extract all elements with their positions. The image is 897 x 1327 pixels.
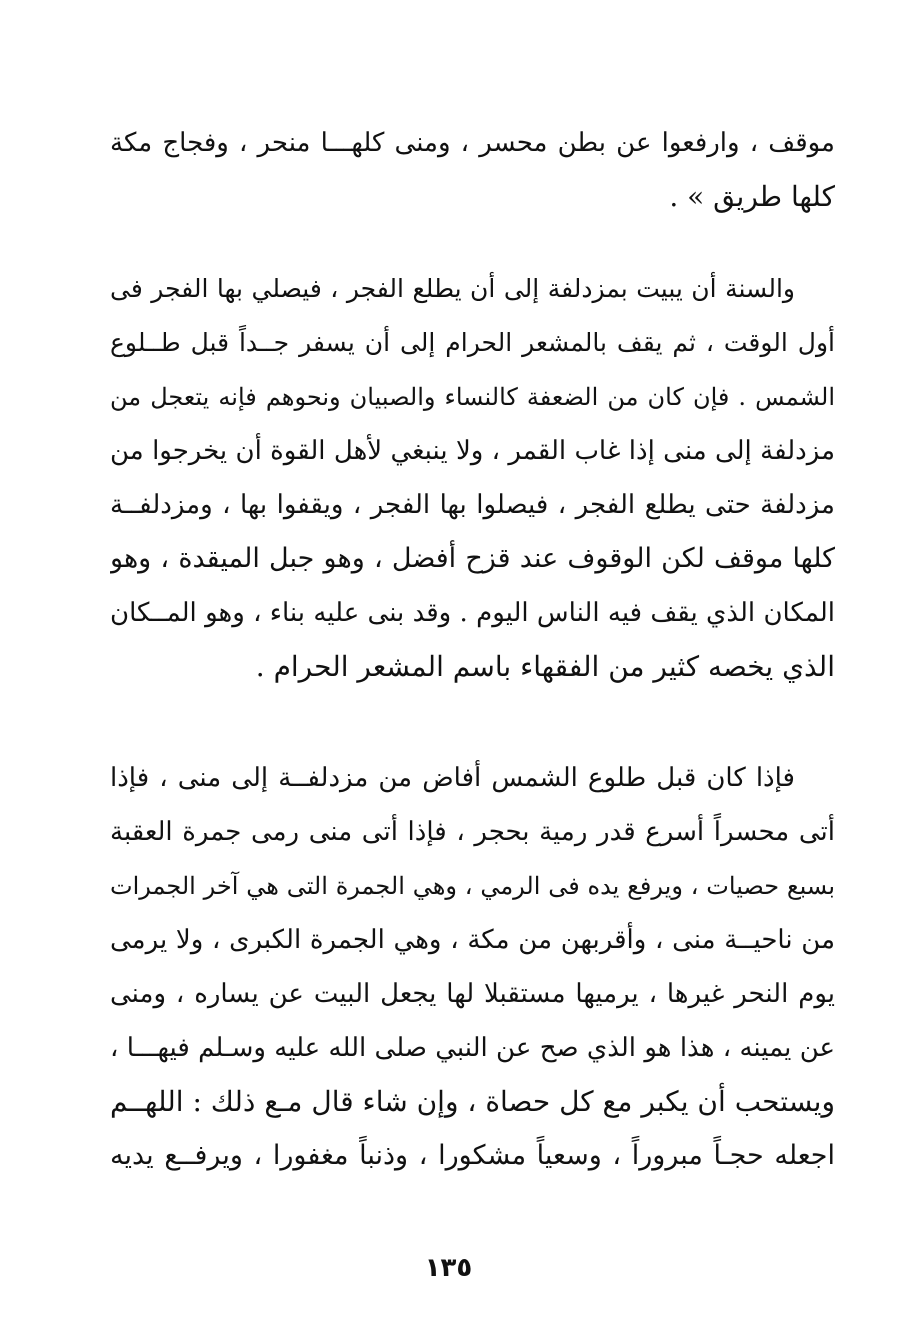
text-line: يوم النحر غيرها ، يرميها مستقبلا لها يجعل البيت عن يساره ، ومنى	[110, 979, 835, 1009]
text-line: من ناحيــة منى ، وأقربهن من مكة ، وهي الجمرة الكبرى ، ولا يرمى	[110, 925, 835, 955]
text-line: ويستحب أن يكبر مع كل حصاة ، وإن شاء قال مـع ذلك : اللهــم	[110, 1085, 835, 1118]
text-line: الشمس . فإن كان من الضعفة كالنساء والصبيان ونحوهم فإنه يتعجل من	[110, 383, 835, 411]
paragraph-2	[110, 262, 835, 694]
text-line: مزدلفة حتى يطلع الفجر ، فيصلوا بها الفجر ، ويقفوا بها ، ومزدلفــة	[110, 490, 835, 520]
text-line: كلها موقف لكن الوقوف عند قزح أفضل ، وهو جبل الميقدة ، وهو	[110, 543, 835, 574]
paragraph-3	[110, 751, 835, 1183]
text-line: المكان الذي يقف فيه الناس اليوم . وقد بنى عليه بناء ، وهو المــكان	[110, 598, 835, 628]
text-line: والسنة أن يبيت بمزدلفة إلى أن يطلع الفجر ، فيصلي بها الفجر فى	[110, 274, 795, 303]
text-line: كلها طريق » .	[669, 180, 835, 213]
text-line: موقف ، وارفعوا عن بطن محسر ، ومنى كلهـــا منحر ، وفجاج مكة	[110, 128, 835, 158]
text-line: الذي يخصه كثير من الفقهاء باسم المشعر الحرام .	[255, 650, 835, 683]
text-line: عن يمينه ، هذا هو الذي صح عن النبي صلى الله عليه وسـلم فيهـــا ،	[110, 1033, 835, 1063]
text-line: بسبع حصيات ، ويرفع يده فى الرمي ، وهي الجمرة التى هي آخر الجمرات	[110, 872, 835, 900]
text-line: أتى محسراً أسرع قدر رمية بحجر ، فإذا أتى منى رمى جمرة العقبة	[110, 817, 835, 847]
text-line: أول الوقت ، ثم يقف بالمشعر الحرام إلى أن يسفر جــداً قبل طــلوع	[110, 328, 835, 357]
text-line: مزدلفة إلى منى إذا غاب القمر ، ولا ينبغي لأهل القوة أن يخرجوا من	[110, 436, 835, 466]
text-line: اجعله حجـاً مبروراً ، وسعياً مشكورا ، وذنباً مغفورا ، ويرفــع يديه	[110, 1140, 835, 1171]
page-number: ١٣٥	[424, 1253, 473, 1283]
text-line: فإذا كان قبل طلوع الشمس أفاض من مزدلفــة إلى منى ، فإذا	[110, 763, 795, 793]
paragraph-1	[110, 116, 835, 224]
